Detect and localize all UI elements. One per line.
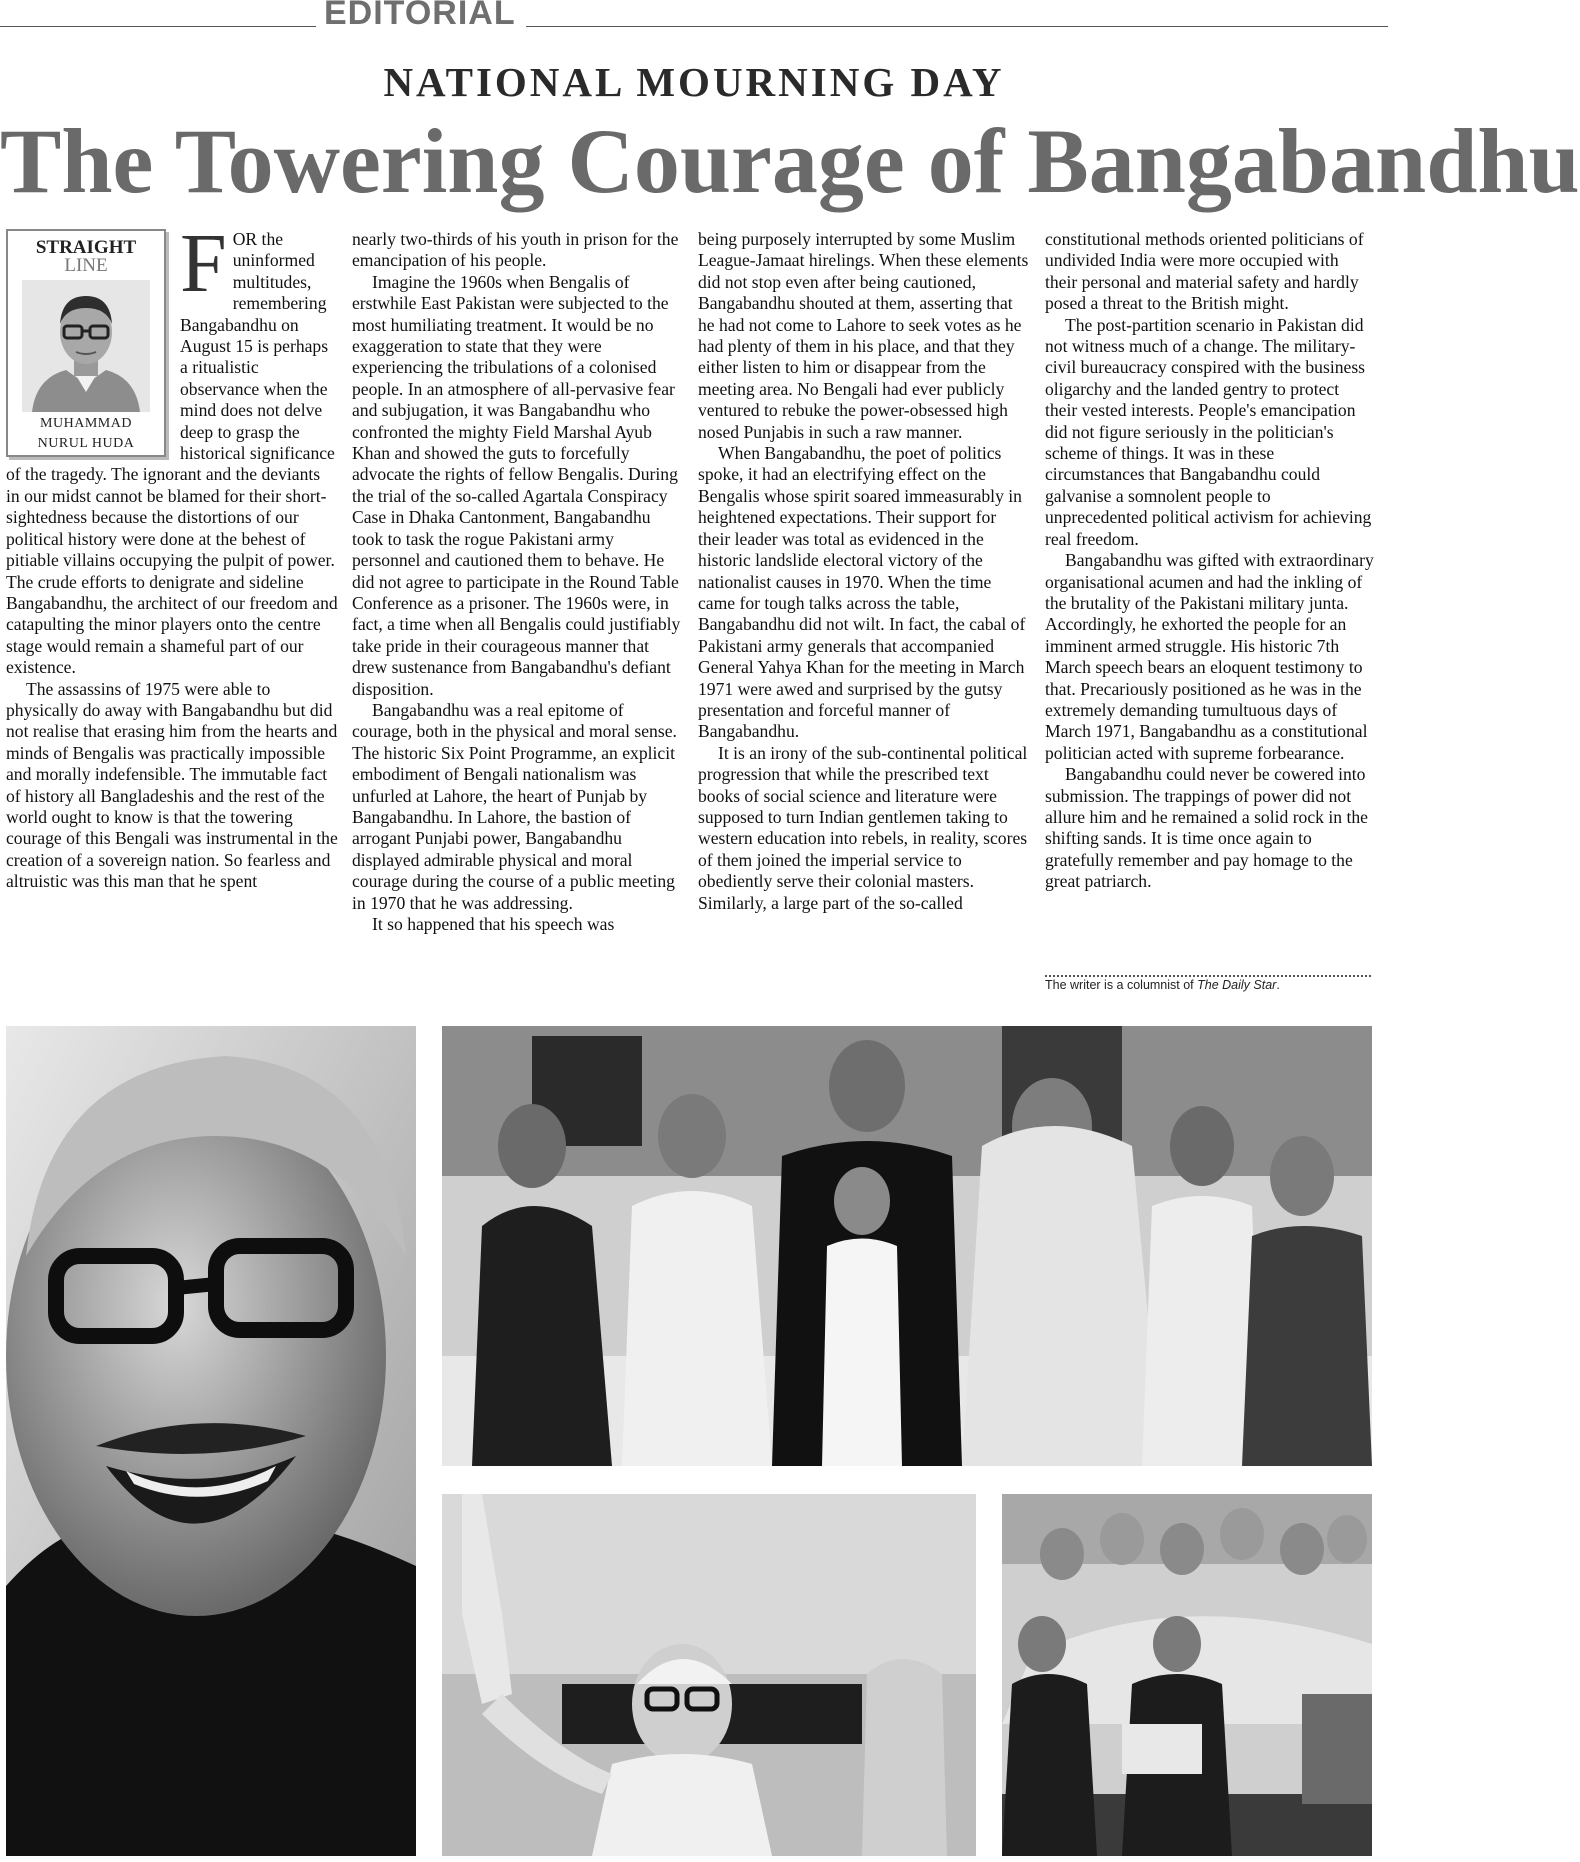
section-rule-left [0,26,316,27]
paragraph: Bangabandhu could never be cowered into submission. The trappings of power did not allure him and he remained a solid rock in the shifting sands. It is time once again to gratefully remember and pay homage to the great patriarch. [1045,764,1368,892]
paragraph: constitutional methods oriented politicians of undivided India were more occupied with their personal and material safety and hardly posed a threat to the British might. [1045,229,1364,314]
drop-cap: F [180,217,227,310]
paragraph-text: OR the uninformed multitudes, remembering Bangabandhu on August 15 is perhaps a ritualistic observance when the mind does not delve deep to grasp the historical significance of the tragedy. The ignorant and the deviants in our midst cannot be blamed for their short-sightedness because the distortions of our political history were done at the behest of pitiable villains occupying the pulpit of power. The crude efforts to denigrate and sideline Bangabandhu, the architect of our freedom and catapulting the minor players onto the centre stage would remain a shameful part of our existence. [6,229,338,678]
photo-seated-group [1002,1494,1372,1856]
section-label: EDITORIAL [324,0,516,32]
footnote-suffix: . [1276,978,1280,992]
author-name-2: NURUL HUDA [37,436,135,452]
paragraph: It so happened that his speech was [372,914,615,934]
column-name-2: LINE [64,255,108,277]
photo-laughing-portrait [6,1026,416,1856]
byline-box [6,229,166,457]
paragraph: When Bangabandhu, the poet of politics spoke, it had an electrifying effect on the Bengalis whose spirit soared immeasurably in heightened expectations. Their support for their leader was total as evidenced in the historic landslide electoral victory of the nationalist causes in 1970. When the time came for tough talks across the table, Bangabandhu did not wilt. In fact, the cabal of Pakistani army generals that accompanied General Yahya Khan for the meeting in March 1971 were awed and surprised by the gutsy presentation and forceful manner of Bangabandhu. [698,443,1026,742]
article-column-2 [352,229,684,935]
author-name-1: MUHAMMAD [40,416,132,432]
footnote-rule [1045,975,1371,977]
headline: The Towering Courage of Bangabandhu [0,110,1580,212]
footnote [1045,978,1280,992]
paragraph: Bangabandhu was a real epitome of courage, both in the physical and moral sense. The historic Six Point Programme, an explicit embodiment of Bengali nationalism was unfurled at Lahore, the heart of Punjab by Bangabandhu. In Lahore, the bastion of arrogant Punjabi power, Bangabandhu displayed admirable physical and moral courage during the course of a public meeting in 1970 that he was addressing. [352,699,677,913]
article-column-4 [1045,229,1375,893]
photo-waving-crowd [442,1494,976,1856]
paragraph: nearly two-thirds of his youth in prison for the emancipation of his people. [352,229,679,271]
footnote-prefix: The writer is a columnist of [1045,978,1198,992]
paragraph: It is an irony of the sub-continental political progression that while the prescribed text books of social science and literature were supposed to turn Indian gentlemen taking to western education into rebels, in reality, scores of them joined the imperial service to obediently serve their colonial masters. Similarly, a large part of the so-called [698,742,1028,913]
photo-family-group [442,1026,1372,1466]
paragraph: Imagine the 1960s when Bengalis of erstwhile East Pakistan were subjected to the most humiliating treatment. It would be no exaggeration to state that they were experiencing the tribulations of a colonised people. In an atmosphere of all-pervasive fear and subjugation, it was Bangabandhu who confronted the mighty Field Marshal Ayub Khan and showed the guts to forcefully advocate the rights of fellow Bengalis. During the trial of the so-called Agartala Conspiracy Case in Dhaka Cantonment, Bangabandhu took to task the rogue Pakistani army personnel and cautioned them to behave. He did not agree to participate in the Round Table Conference as a prisoner. The 1960s were, in fact, a time when all Bengalis could justifiably take pride in their courageous manner that drew sustenance from Bangabandhu's defiant disposition. [352,271,681,699]
paragraph: Bangabandhu was gifted with extraordinary organisational acumen and had the inkling of the brutality of the Pakistani military junta. Accordingly, he exhorted the people for an imminent armed struggle. His historic 7th March speech bears an eloquent testimony to that. Precariously positioned as he was in the extremely demanding tumultuous days of March 1971, Bangabandhu as a constitutional politician acted with supreme forbearance. [1045,550,1374,763]
kicker: NATIONAL MOURNING DAY [383,59,1005,105]
footnote-publication: The Daily Star [1197,978,1277,992]
author-photo [22,280,150,412]
section-rule-right [526,26,1388,27]
paragraph: The assassins of 1975 were able to physically do away with Bangabandhu but did not realise that erasing him from the hearts and minds of Bengalis was practically impossible and morally indefensible. The immutable fact of history all Bangladeshis and the rest of the world ought to know is that the towering courage of this Bengali was instrumental in the creation of a sovereign nation. So fearless and altruistic was this man that he spent [6,678,338,892]
paragraph: being purposely interrupted by some Muslim League-Jamaat hirelings. When these elements did not stop even after being cautioned, Bangabandhu shouted at them, asserting that he had not come to Lahore to seek votes as he had plenty of them in his place, and that they either listen to him or disappear from the meeting area. No Bengali had ever publicly ventured to rebuke the power-obsessed high nosed Punjabis in such a raw manner. [698,229,1029,442]
article-column-1 [6,217,338,893]
column-name-1: STRAIGHT [35,237,137,258]
article-column-3 [698,229,1030,914]
paragraph: The post-partition scenario in Pakistan did not witness much of a change. The military-civil bureaucracy conspired with the business oligarchy and the landed gentry to protect their vested interests. People's emancipation did not figure seriously in the politician's scheme of things. It was in these circumstances that Bangabandhu could galvanise a somnolent people to unprecedented political activism for achieving real freedom. [1045,314,1372,549]
